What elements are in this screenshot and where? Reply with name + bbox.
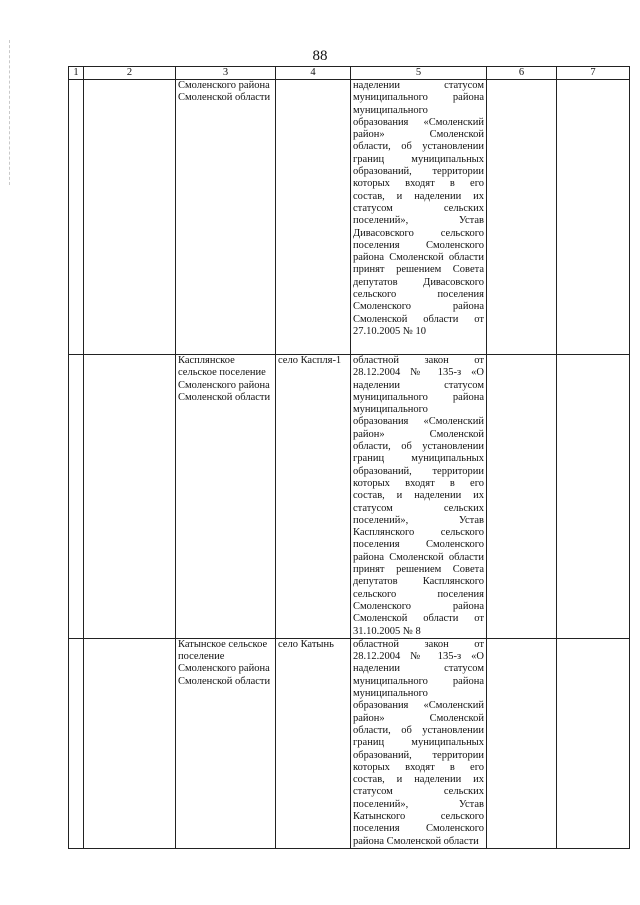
cell-line: Смоленской области [178, 391, 271, 403]
cell-line: образований, территории [353, 749, 484, 761]
cell-c4: село Каспля-1 [276, 355, 351, 639]
cell-c6 [487, 638, 557, 848]
cell-c1 [69, 355, 84, 639]
cell-line: сельского поселения [353, 588, 484, 600]
cell-line: статусом сельских [353, 502, 484, 514]
cell-line: Смоленской области от [353, 313, 484, 325]
cell-line: муниципального района [353, 391, 484, 403]
cell-line: муниципального [353, 688, 428, 700]
cell-line: образования «Смоленский [353, 700, 484, 712]
cell-c5 [351, 355, 487, 639]
cell-line: которых входят в его [353, 178, 484, 190]
cell-c7 [557, 80, 630, 355]
cell-line: образований, территории [353, 465, 484, 477]
cell-line: наделении статусом [353, 379, 484, 391]
cell-c7 [557, 638, 630, 848]
header-row [69, 67, 630, 80]
cell-line: депутатов Касплянского [353, 576, 484, 588]
cell-line: образования «Смоленский [353, 116, 484, 128]
column-header-1: 1 [69, 67, 84, 80]
cell-c5 [351, 80, 487, 355]
cell-line: депутатов Дивасовского [353, 276, 484, 288]
cell-line: принят решением Совета [353, 564, 484, 576]
cell-line: Смоленской области [178, 675, 271, 687]
cell-c3 [176, 80, 276, 355]
cell-line: образований, территории [353, 166, 484, 178]
table-row [69, 638, 630, 848]
cell-line: статусом сельских [353, 202, 484, 214]
column-header-5: 5 [351, 67, 487, 80]
page-number: 88 [312, 48, 328, 64]
cell-line: муниципального района [353, 92, 484, 104]
cell-line: Смоленской области [178, 92, 271, 104]
cell-line: границ муниципальных [353, 737, 484, 749]
cell-line: Катынского сельского [353, 810, 484, 822]
cell-line: 31.10.2005 № 8 [353, 625, 421, 637]
cell-line: муниципального района [353, 675, 484, 687]
cell-c4 [276, 80, 351, 355]
cell-line: сельского поселения [353, 289, 484, 301]
cell-line: Касплянское [178, 355, 235, 366]
cell-line: 27.10.2005 № 10 [353, 325, 427, 337]
cell-line: области, об установлении [353, 724, 484, 736]
cell-line: район» Смоленской [353, 129, 484, 141]
cell-line: поселений», Устав [353, 215, 484, 227]
cell-line: области, об установлении [353, 141, 484, 153]
municipal-table [68, 66, 630, 849]
cell-line: поселений», Устав [353, 798, 484, 810]
cell-c3 [176, 638, 276, 848]
cell-line: Смоленского района [178, 663, 270, 675]
cell-line: района Смоленской области [353, 835, 479, 847]
cell-line: район» Смоленской [353, 428, 484, 440]
column-header-6: 6 [487, 67, 557, 80]
cell-c2 [84, 638, 176, 848]
cell-line: статусом сельских [353, 786, 484, 798]
cell-line: Дивасовского сельского [353, 227, 484, 239]
cell-line: состав, и наделении их [353, 490, 484, 502]
cell-line: поселения Смоленского [353, 823, 484, 835]
cell-line: района Смоленской области [353, 551, 484, 563]
table-row [69, 355, 630, 639]
cell-c2 [84, 355, 176, 639]
cell-line: наделении статусом [353, 80, 484, 91]
cell-c6 [487, 80, 557, 355]
cell-line: границ муниципальных [353, 453, 484, 465]
table-row [69, 80, 630, 355]
cell-c1 [69, 638, 84, 848]
cell-c5 [351, 638, 487, 848]
cell-line: областной закон от [353, 638, 484, 650]
cell-line: Касплянского сельского [353, 527, 484, 539]
cell-line: Смоленского района [178, 80, 270, 91]
cell-c2 [84, 80, 176, 355]
column-header-3: 3 [176, 67, 276, 80]
column-header-2: 2 [84, 67, 176, 80]
cell-line: которых входят в его [353, 477, 484, 489]
cell-line: которых входят в его [353, 761, 484, 773]
cell-line: района Смоленской области [353, 252, 484, 264]
cell-line: наделении статусом [353, 663, 484, 675]
cell-line: 28.12.2004 № 135-з «О [353, 651, 484, 663]
cell-line: поселения Смоленского [353, 239, 484, 251]
column-header-4: 4 [276, 67, 351, 80]
cell-line: поселение [178, 651, 225, 663]
cell-line: муниципального [353, 104, 428, 116]
cell-line: сельское поселение [178, 367, 266, 379]
cell-line: муниципального [353, 404, 428, 416]
cell-c3 [176, 355, 276, 639]
cell-line: поселений», Устав [353, 514, 484, 526]
cell-line: 28.12.2004 № 135-з «О [353, 367, 484, 379]
cell-line: Смоленской области от [353, 613, 484, 625]
cell-line: Смоленского района [178, 379, 270, 391]
cell-line: границ муниципальных [353, 153, 484, 165]
cell-c7 [557, 355, 630, 639]
cell-line: Смоленского района [353, 600, 484, 612]
cell-line: области, об установлении [353, 441, 484, 453]
cell-c4: село Катынь [276, 638, 351, 848]
cell-line: состав, и наделении их [353, 190, 484, 202]
cell-line: образования «Смоленский [353, 416, 484, 428]
cell-c1 [69, 80, 84, 355]
cell-line: областной закон от [353, 355, 484, 366]
cell-line: Смоленского района [353, 301, 484, 313]
column-header-7: 7 [557, 67, 630, 80]
cell-line: Катынское сельское [178, 638, 268, 650]
cell-line: район» Смоленской [353, 712, 484, 724]
cell-line: принят решением Совета [353, 264, 484, 276]
cell-line: состав, и наделении их [353, 774, 484, 786]
cell-line: поселения Смоленского [353, 539, 484, 551]
cell-c6 [487, 355, 557, 639]
